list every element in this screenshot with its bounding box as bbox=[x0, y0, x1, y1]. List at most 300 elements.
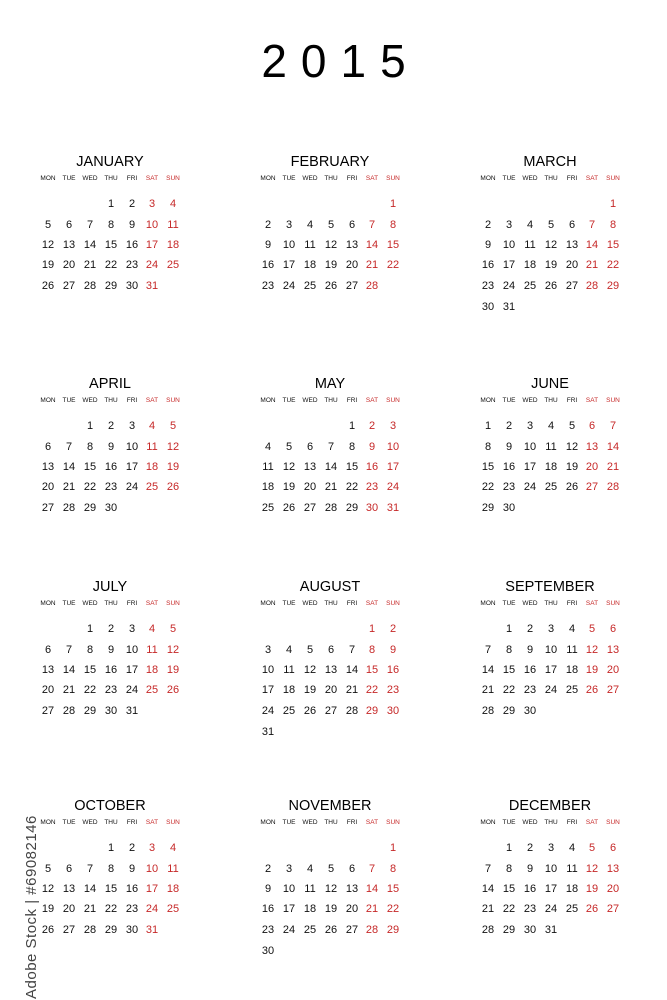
weekday-label-fri: FRI bbox=[566, 397, 578, 404]
day-cell: 1 bbox=[107, 198, 115, 210]
month-february bbox=[258, 152, 418, 322]
day-cell: 17 bbox=[502, 259, 516, 271]
day-cell: 20 bbox=[303, 481, 317, 493]
day-cell: 15 bbox=[104, 239, 118, 251]
weekday-label-thu: THU bbox=[324, 819, 338, 826]
weekday-label-mon: MON bbox=[260, 600, 276, 607]
weekday-label-tue: TUE bbox=[282, 819, 296, 826]
month-january bbox=[38, 152, 198, 322]
day-cell: 17 bbox=[544, 883, 558, 895]
day-cell: 28 bbox=[345, 705, 359, 717]
month-december bbox=[478, 796, 638, 966]
day-cell: 24 bbox=[544, 684, 558, 696]
weekday-label-tue: TUE bbox=[502, 819, 516, 826]
month-name: AUGUST bbox=[299, 579, 361, 595]
weekday-label-sun: SUN bbox=[606, 175, 620, 182]
day-cell: 13 bbox=[303, 461, 317, 473]
day-cell: 4 bbox=[306, 219, 314, 231]
weekday-label-sun: SUN bbox=[166, 397, 180, 404]
day-cell: 11 bbox=[524, 239, 536, 251]
day-cell: 1 bbox=[348, 420, 356, 432]
day-cell: 8 bbox=[505, 644, 513, 656]
day-cell: 4 bbox=[285, 644, 293, 656]
day-cell: 4 bbox=[568, 842, 576, 854]
weekday-label-fri: FRI bbox=[126, 175, 138, 182]
day-cell: 3 bbox=[148, 842, 156, 854]
weekday-label-fri: FRI bbox=[346, 819, 358, 826]
day-cell: 30 bbox=[481, 301, 495, 313]
weekday-label-fri: FRI bbox=[126, 397, 138, 404]
day-cell: 18 bbox=[523, 259, 537, 271]
day-cell: 2 bbox=[264, 219, 272, 231]
day-cell: 3 bbox=[547, 623, 555, 635]
weekday-label-sun: SUN bbox=[606, 819, 620, 826]
day-cell: 26 bbox=[585, 903, 599, 915]
day-cell: 8 bbox=[484, 441, 492, 453]
day-cell: 14 bbox=[606, 441, 620, 453]
day-cell: 17 bbox=[282, 259, 296, 271]
day-cell: 25 bbox=[145, 481, 159, 493]
day-cell: 1 bbox=[368, 623, 376, 635]
day-cell: 1 bbox=[389, 842, 397, 854]
day-cell: 14 bbox=[481, 664, 495, 676]
weekday-label-sat: SAT bbox=[365, 819, 379, 826]
day-cell: 11 bbox=[146, 644, 158, 656]
day-cell: 12 bbox=[166, 441, 180, 453]
day-cell: 21 bbox=[481, 684, 495, 696]
day-cell: 22 bbox=[502, 684, 516, 696]
day-cell: 20 bbox=[345, 903, 359, 915]
day-cell: 7 bbox=[368, 219, 376, 231]
day-cell: 15 bbox=[386, 239, 400, 251]
weekday-label-tue: TUE bbox=[502, 600, 516, 607]
weekday-label-mon: MON bbox=[260, 819, 276, 826]
day-cell: 19 bbox=[166, 461, 180, 473]
day-cell: 1 bbox=[505, 842, 513, 854]
day-cell: 6 bbox=[327, 644, 335, 656]
weekday-label-tue: TUE bbox=[282, 600, 296, 607]
day-cell: 28 bbox=[324, 502, 338, 514]
day-cell: 19 bbox=[41, 259, 55, 271]
day-cell: 13 bbox=[345, 239, 359, 251]
day-cell: 26 bbox=[324, 924, 338, 936]
day-cell: 22 bbox=[386, 259, 400, 271]
day-cell: 14 bbox=[83, 883, 97, 895]
day-cell: 27 bbox=[345, 924, 359, 936]
day-cell: 31 bbox=[502, 301, 516, 313]
day-cell: 2 bbox=[526, 842, 534, 854]
day-cell: 12 bbox=[282, 461, 296, 473]
day-cell: 18 bbox=[145, 664, 159, 676]
day-cell: 16 bbox=[104, 461, 118, 473]
month-name: MARCH bbox=[523, 154, 577, 170]
day-cell: 28 bbox=[62, 705, 76, 717]
day-cell: 30 bbox=[523, 924, 537, 936]
day-cell: 25 bbox=[145, 684, 159, 696]
day-cell: 17 bbox=[125, 461, 139, 473]
weekday-label-mon: MON bbox=[40, 397, 56, 404]
day-cell: 6 bbox=[588, 420, 596, 432]
day-cell: 10 bbox=[282, 883, 296, 895]
day-cell: 29 bbox=[365, 705, 379, 717]
day-cell: 5 bbox=[306, 644, 314, 656]
day-cell: 9 bbox=[107, 441, 115, 453]
day-cell: 31 bbox=[125, 705, 139, 717]
weekday-label-fri: FRI bbox=[346, 175, 358, 182]
day-cell: 27 bbox=[62, 280, 76, 292]
day-cell: 29 bbox=[345, 502, 359, 514]
day-cell: 4 bbox=[169, 842, 177, 854]
day-cell: 10 bbox=[125, 441, 139, 453]
day-cell: 15 bbox=[502, 664, 516, 676]
day-cell: 20 bbox=[62, 259, 76, 271]
day-cell: 13 bbox=[41, 461, 55, 473]
day-cell: 2 bbox=[107, 623, 115, 635]
day-cell: 15 bbox=[481, 461, 495, 473]
day-cell: 25 bbox=[166, 903, 180, 915]
day-cell: 16 bbox=[365, 461, 379, 473]
month-name: JULY bbox=[92, 579, 128, 595]
weekday-label-wed: WED bbox=[302, 600, 318, 607]
day-cell: 7 bbox=[368, 863, 376, 875]
weekday-label-wed: WED bbox=[302, 819, 318, 826]
day-cell: 26 bbox=[41, 924, 55, 936]
day-cell: 21 bbox=[324, 481, 338, 493]
day-cell: 6 bbox=[609, 842, 617, 854]
day-cell: 18 bbox=[544, 461, 558, 473]
day-cell: 4 bbox=[547, 420, 555, 432]
day-cell: 7 bbox=[86, 863, 94, 875]
weekday-label-thu: THU bbox=[324, 600, 338, 607]
day-cell: 5 bbox=[588, 623, 596, 635]
day-cell: 13 bbox=[585, 441, 599, 453]
day-cell: 24 bbox=[386, 481, 400, 493]
day-cell: 3 bbox=[148, 198, 156, 210]
day-cell: 5 bbox=[44, 863, 52, 875]
day-cell: 9 bbox=[526, 644, 534, 656]
weekday-label-mon: MON bbox=[480, 600, 496, 607]
day-cell: 2 bbox=[505, 420, 513, 432]
day-cell: 2 bbox=[484, 219, 492, 231]
day-cell: 8 bbox=[86, 441, 94, 453]
day-cell: 1 bbox=[484, 420, 492, 432]
day-cell: 4 bbox=[148, 623, 156, 635]
day-cell: 21 bbox=[83, 259, 97, 271]
day-cell: 23 bbox=[523, 903, 537, 915]
day-cell: 8 bbox=[609, 219, 617, 231]
weekday-label-tue: TUE bbox=[62, 600, 76, 607]
weekday-label-thu: THU bbox=[104, 819, 118, 826]
day-cell: 7 bbox=[609, 420, 617, 432]
day-cell: 5 bbox=[568, 420, 576, 432]
day-cell: 26 bbox=[166, 481, 180, 493]
day-cell: 2 bbox=[389, 623, 397, 635]
weekday-label-tue: TUE bbox=[282, 397, 296, 404]
day-cell: 4 bbox=[169, 198, 177, 210]
weekday-label-thu: THU bbox=[324, 397, 338, 404]
day-cell: 21 bbox=[365, 903, 379, 915]
day-cell: 19 bbox=[324, 259, 338, 271]
weekday-label-thu: THU bbox=[544, 819, 558, 826]
day-cell: 30 bbox=[104, 705, 118, 717]
weekday-label-wed: WED bbox=[302, 175, 318, 182]
day-cell: 26 bbox=[166, 684, 180, 696]
month-name: JANUARY bbox=[76, 154, 144, 170]
day-cell: 24 bbox=[282, 924, 296, 936]
day-cell: 25 bbox=[565, 684, 579, 696]
day-cell: 11 bbox=[167, 219, 179, 231]
day-cell: 14 bbox=[62, 664, 76, 676]
weekday-label-fri: FRI bbox=[126, 600, 138, 607]
day-cell: 9 bbox=[368, 441, 376, 453]
day-cell: 23 bbox=[386, 684, 400, 696]
day-cell: 24 bbox=[125, 481, 139, 493]
day-cell: 15 bbox=[83, 461, 97, 473]
day-cell: 5 bbox=[327, 863, 335, 875]
day-cell: 20 bbox=[324, 684, 338, 696]
day-cell: 2 bbox=[128, 842, 136, 854]
day-cell: 30 bbox=[261, 945, 275, 957]
month-name: NOVEMBER bbox=[288, 798, 372, 814]
day-cell: 17 bbox=[261, 684, 275, 696]
weekday-label-sun: SUN bbox=[606, 397, 620, 404]
day-cell: 26 bbox=[544, 280, 558, 292]
day-cell: 2 bbox=[526, 623, 534, 635]
day-cell: 18 bbox=[303, 903, 317, 915]
day-cell: 23 bbox=[125, 259, 139, 271]
day-cell: 18 bbox=[166, 239, 180, 251]
day-cell: 8 bbox=[107, 219, 115, 231]
day-cell: 31 bbox=[145, 924, 159, 936]
day-cell: 14 bbox=[585, 239, 599, 251]
day-cell: 28 bbox=[83, 924, 97, 936]
weekday-label-thu: THU bbox=[544, 600, 558, 607]
day-cell: 8 bbox=[389, 219, 397, 231]
day-cell: 16 bbox=[523, 883, 537, 895]
day-cell: 27 bbox=[606, 684, 620, 696]
weekday-label-tue: TUE bbox=[62, 397, 76, 404]
day-cell: 3 bbox=[128, 420, 136, 432]
day-cell: 16 bbox=[386, 664, 400, 676]
month-october bbox=[38, 796, 198, 966]
day-cell: 9 bbox=[264, 239, 272, 251]
day-cell: 27 bbox=[345, 280, 359, 292]
day-cell: 24 bbox=[502, 280, 516, 292]
day-cell: 13 bbox=[565, 239, 579, 251]
day-cell: 17 bbox=[544, 664, 558, 676]
month-april bbox=[38, 374, 198, 544]
day-cell: 3 bbox=[505, 219, 513, 231]
day-cell: 15 bbox=[502, 883, 516, 895]
day-cell: 8 bbox=[505, 863, 513, 875]
day-cell: 13 bbox=[62, 883, 76, 895]
day-cell: 11 bbox=[545, 441, 557, 453]
day-cell: 21 bbox=[585, 259, 599, 271]
day-cell: 21 bbox=[606, 461, 620, 473]
month-june bbox=[478, 374, 638, 544]
weekday-label-tue: TUE bbox=[282, 175, 296, 182]
weekday-label-sun: SUN bbox=[166, 819, 180, 826]
day-cell: 29 bbox=[606, 280, 620, 292]
day-cell: 20 bbox=[606, 664, 620, 676]
weekday-label-tue: TUE bbox=[502, 175, 516, 182]
day-cell: 2 bbox=[107, 420, 115, 432]
day-cell: 13 bbox=[41, 664, 55, 676]
day-cell: 10 bbox=[544, 644, 558, 656]
day-cell: 10 bbox=[544, 863, 558, 875]
day-cell: 16 bbox=[104, 664, 118, 676]
month-name: APRIL bbox=[89, 376, 131, 392]
day-cell: 6 bbox=[44, 644, 52, 656]
day-cell: 5 bbox=[285, 441, 293, 453]
month-name: JUNE bbox=[531, 376, 569, 392]
day-cell: 25 bbox=[523, 280, 537, 292]
day-cell: 18 bbox=[565, 883, 579, 895]
day-cell: 19 bbox=[41, 903, 55, 915]
day-cell: 18 bbox=[282, 684, 296, 696]
day-cell: 12 bbox=[324, 883, 338, 895]
day-cell: 28 bbox=[365, 280, 379, 292]
day-cell: 22 bbox=[365, 684, 379, 696]
day-cell: 7 bbox=[484, 644, 492, 656]
weekday-label-mon: MON bbox=[480, 819, 496, 826]
day-cell: 6 bbox=[568, 219, 576, 231]
day-cell: 6 bbox=[65, 219, 73, 231]
day-cell: 22 bbox=[104, 903, 118, 915]
day-cell: 17 bbox=[145, 883, 159, 895]
day-cell: 27 bbox=[62, 924, 76, 936]
day-cell: 15 bbox=[104, 883, 118, 895]
day-cell: 28 bbox=[481, 924, 495, 936]
day-cell: 15 bbox=[606, 239, 620, 251]
weekday-label-wed: WED bbox=[522, 600, 538, 607]
day-cell: 7 bbox=[484, 863, 492, 875]
day-cell: 5 bbox=[169, 420, 177, 432]
day-cell: 5 bbox=[547, 219, 555, 231]
day-cell: 30 bbox=[386, 705, 400, 717]
day-cell: 27 bbox=[303, 502, 317, 514]
weekday-label-fri: FRI bbox=[566, 819, 578, 826]
weekday-label-wed: WED bbox=[82, 175, 98, 182]
day-cell: 16 bbox=[261, 259, 275, 271]
day-cell: 26 bbox=[41, 280, 55, 292]
month-name: FEBRUARY bbox=[290, 154, 370, 170]
weekday-label-sat: SAT bbox=[365, 600, 379, 607]
day-cell: 28 bbox=[606, 481, 620, 493]
weekday-label-thu: THU bbox=[104, 175, 118, 182]
day-cell: 21 bbox=[62, 481, 76, 493]
month-march bbox=[478, 152, 638, 322]
day-cell: 8 bbox=[107, 863, 115, 875]
day-cell: 1 bbox=[86, 420, 94, 432]
day-cell: 21 bbox=[365, 259, 379, 271]
day-cell: 25 bbox=[261, 502, 275, 514]
day-cell: 12 bbox=[544, 239, 558, 251]
day-cell: 30 bbox=[523, 705, 537, 717]
weekday-label-sun: SUN bbox=[386, 600, 400, 607]
day-cell: 9 bbox=[505, 441, 513, 453]
day-cell: 13 bbox=[606, 863, 620, 875]
month-name: DECEMBER bbox=[508, 798, 592, 814]
day-cell: 22 bbox=[386, 903, 400, 915]
day-cell: 6 bbox=[609, 623, 617, 635]
day-cell: 4 bbox=[526, 219, 534, 231]
day-cell: 14 bbox=[83, 239, 97, 251]
day-cell: 28 bbox=[365, 924, 379, 936]
day-cell: 19 bbox=[324, 903, 338, 915]
day-cell: 8 bbox=[368, 644, 376, 656]
day-cell: 8 bbox=[389, 863, 397, 875]
day-cell: 26 bbox=[585, 684, 599, 696]
day-cell: 3 bbox=[547, 842, 555, 854]
day-cell: 29 bbox=[502, 924, 516, 936]
weekday-label-mon: MON bbox=[260, 175, 276, 182]
day-cell: 10 bbox=[523, 441, 537, 453]
weekday-label-wed: WED bbox=[82, 819, 98, 826]
day-cell: 11 bbox=[304, 239, 316, 251]
weekday-label-tue: TUE bbox=[62, 175, 76, 182]
day-cell: 19 bbox=[585, 664, 599, 676]
day-cell: 2 bbox=[368, 420, 376, 432]
day-cell: 24 bbox=[523, 481, 537, 493]
day-cell: 20 bbox=[345, 259, 359, 271]
weekday-label-fri: FRI bbox=[346, 397, 358, 404]
day-cell: 12 bbox=[166, 644, 180, 656]
day-cell: 20 bbox=[565, 259, 579, 271]
day-cell: 31 bbox=[544, 924, 558, 936]
day-cell: 16 bbox=[261, 903, 275, 915]
day-cell: 30 bbox=[125, 924, 139, 936]
day-cell: 9 bbox=[484, 239, 492, 251]
day-cell: 7 bbox=[348, 644, 356, 656]
weekday-label-wed: WED bbox=[522, 819, 538, 826]
day-cell: 19 bbox=[303, 684, 317, 696]
day-cell: 12 bbox=[585, 644, 599, 656]
day-cell: 23 bbox=[365, 481, 379, 493]
day-cell: 9 bbox=[107, 644, 115, 656]
day-cell: 20 bbox=[41, 481, 55, 493]
day-cell: 30 bbox=[125, 280, 139, 292]
day-cell: 24 bbox=[145, 259, 159, 271]
day-cell: 24 bbox=[261, 705, 275, 717]
day-cell: 4 bbox=[568, 623, 576, 635]
day-cell: 31 bbox=[261, 726, 275, 738]
weekday-label-sat: SAT bbox=[365, 175, 379, 182]
weekday-label-wed: WED bbox=[82, 397, 98, 404]
day-cell: 11 bbox=[146, 441, 158, 453]
day-cell: 17 bbox=[145, 239, 159, 251]
day-cell: 12 bbox=[303, 664, 317, 676]
day-cell: 1 bbox=[389, 198, 397, 210]
weekday-label-sun: SUN bbox=[166, 175, 180, 182]
month-november bbox=[258, 796, 418, 966]
month-august bbox=[258, 577, 418, 747]
day-cell: 10 bbox=[386, 441, 400, 453]
day-cell: 28 bbox=[481, 705, 495, 717]
day-cell: 6 bbox=[348, 863, 356, 875]
day-cell: 27 bbox=[41, 705, 55, 717]
day-cell: 27 bbox=[565, 280, 579, 292]
day-cell: 29 bbox=[83, 705, 97, 717]
day-cell: 21 bbox=[345, 684, 359, 696]
day-cell: 20 bbox=[585, 461, 599, 473]
day-cell: 18 bbox=[565, 664, 579, 676]
day-cell: 19 bbox=[585, 883, 599, 895]
day-cell: 19 bbox=[544, 259, 558, 271]
day-cell: 27 bbox=[585, 481, 599, 493]
day-cell: 14 bbox=[365, 239, 379, 251]
stock-watermark: Adobe Stock | #69082146 bbox=[23, 815, 40, 999]
